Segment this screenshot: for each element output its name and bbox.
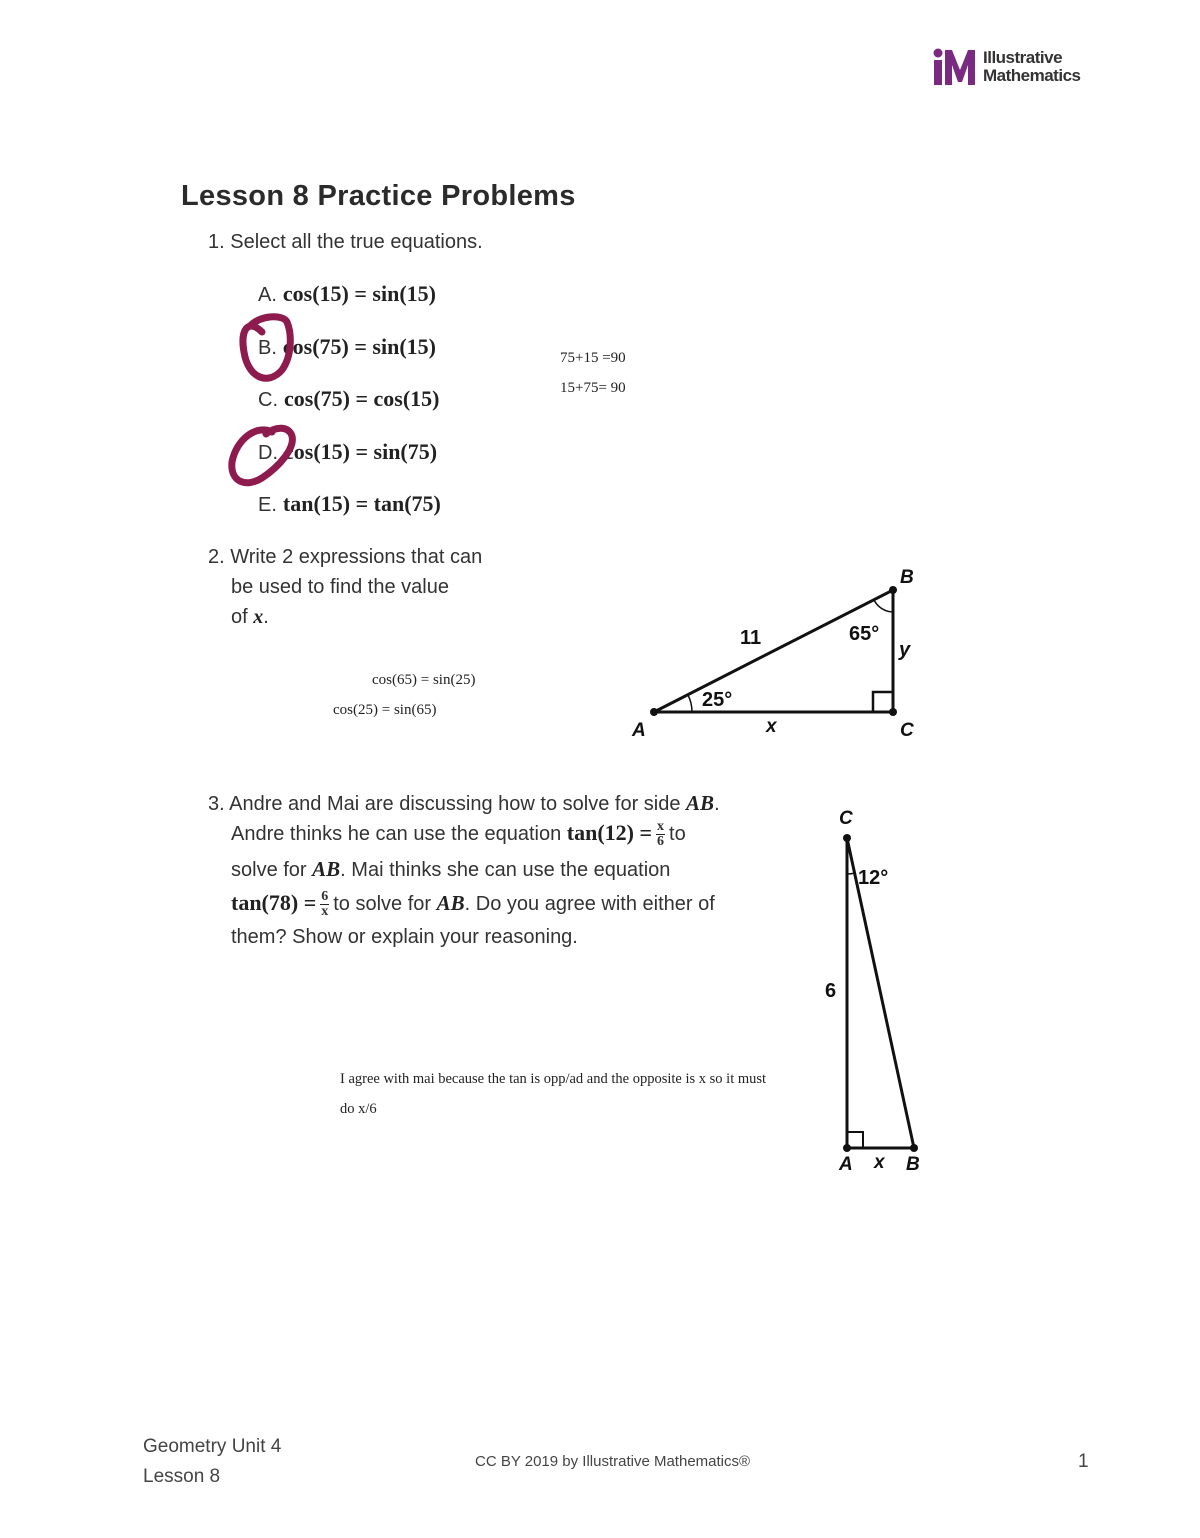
q3-l4-end: . Do you agree with either of (464, 893, 715, 915)
option-equation: cos(75) = sin(15) (282, 334, 436, 359)
q2-line1: 2. Write 2 expressions that can (208, 546, 483, 568)
option-equation: cos(75) = cos(15) (284, 386, 440, 411)
q3-l4-mid: to solve for (333, 893, 432, 915)
q3-line2 (208, 818, 720, 854)
logo-line1: Illustrative (983, 48, 1063, 67)
q1-note-2: 15+75= 90 (560, 380, 626, 396)
q3-answer-line1: I agree with mai because the tan is opp/ad and the opposite is x so it must (340, 1071, 767, 1087)
option-equation: cos(15) = sin(75) (284, 439, 438, 464)
q3-l4-num: 6 (321, 889, 329, 905)
label-a: A (839, 1154, 853, 1175)
label-x: x (766, 716, 777, 737)
footer-license: CC BY 2019 by Illustrative Mathematics® (475, 1453, 751, 1470)
option-letter: B. (258, 337, 277, 359)
q3-l3-var: AB (312, 857, 341, 881)
option-letter: A. (258, 284, 277, 306)
page-title: Lesson 8 Practice Problems (181, 180, 576, 212)
q3-l1-text: 3. Andre and Mai are discussing how to solve for side (208, 793, 681, 815)
q2-line2: be used to find the value (231, 576, 449, 598)
q3-l1-end: . (714, 793, 720, 815)
q3-l3-text: solve for (231, 859, 307, 881)
q3-prompt (208, 788, 720, 952)
q3-l4-fraction (320, 890, 329, 919)
q3-l1-var: AB (686, 791, 715, 815)
q3-l2-end: to (669, 823, 686, 845)
label-angle-25: 25° (702, 689, 733, 711)
q3-l2-fraction (656, 820, 665, 849)
q1-note-1: 75+15 =90 (560, 350, 626, 366)
q3-line1 (208, 788, 720, 818)
label-hyp-11: 11 (740, 627, 762, 649)
q3-line3 (208, 854, 720, 888)
label-b: B (906, 1154, 920, 1175)
q3-triangle-diagram (800, 800, 950, 1180)
q2-prompt (208, 542, 482, 632)
option-equation: tan(15) = tan(75) (282, 491, 441, 516)
q1-prompt: 1. Select all the true equations. (208, 231, 483, 253)
q2-of: of (231, 606, 248, 628)
label-side-6: 6 (825, 980, 837, 1002)
q2-line3 (208, 602, 482, 632)
q3-line4 (208, 888, 720, 922)
option-letter: E. (258, 494, 277, 516)
logo-line2: Mathematics (983, 66, 1081, 85)
q3-l2-text: Andre thinks he can use the equation (231, 823, 562, 845)
q3-l4-var: AB (436, 891, 465, 915)
q3-l2-eq: tan(12) = (566, 820, 653, 845)
q3-l2-num: x (657, 819, 665, 835)
q3-l3-end: . Mai thinks she can use the equation (340, 859, 671, 881)
footer-lesson: Lesson 8 (143, 1466, 221, 1487)
label-angle-12: 12° (858, 867, 889, 889)
q3-answer-line2: do x/6 (340, 1101, 377, 1117)
option-letter: D. (258, 442, 278, 464)
label-angle-65: 65° (849, 623, 880, 645)
option-letter: C. (258, 389, 278, 411)
option-equation: cos(15) = sin(15) (282, 281, 436, 306)
label-a: A (632, 720, 646, 741)
q2-triangle-diagram (620, 560, 940, 750)
label-c: C (839, 808, 853, 829)
circle-mark-b (243, 317, 290, 378)
circle-mark-d (232, 428, 293, 483)
label-y: y (899, 639, 911, 661)
q3-line5: them? Show or explain your reasoning. (231, 926, 578, 948)
label-c: C (900, 720, 914, 741)
footer-course: Geometry Unit 4 (143, 1436, 282, 1457)
q2-period: . (263, 606, 269, 628)
footer-page-number: 1 (1078, 1451, 1089, 1472)
q2-answer-2: cos(25) = sin(65) (333, 702, 437, 718)
q3-l2-den: 6 (657, 834, 665, 850)
q2-answer-1: cos(65) = sin(25) (372, 672, 476, 688)
q2-var-x: x (253, 606, 264, 628)
q3-l4-eq: tan(78) = (231, 890, 317, 915)
label-b: B (900, 567, 914, 588)
label-x: x (874, 1152, 885, 1173)
q3-l4-den: x (321, 904, 329, 920)
annotation-circles (0, 0, 1200, 600)
